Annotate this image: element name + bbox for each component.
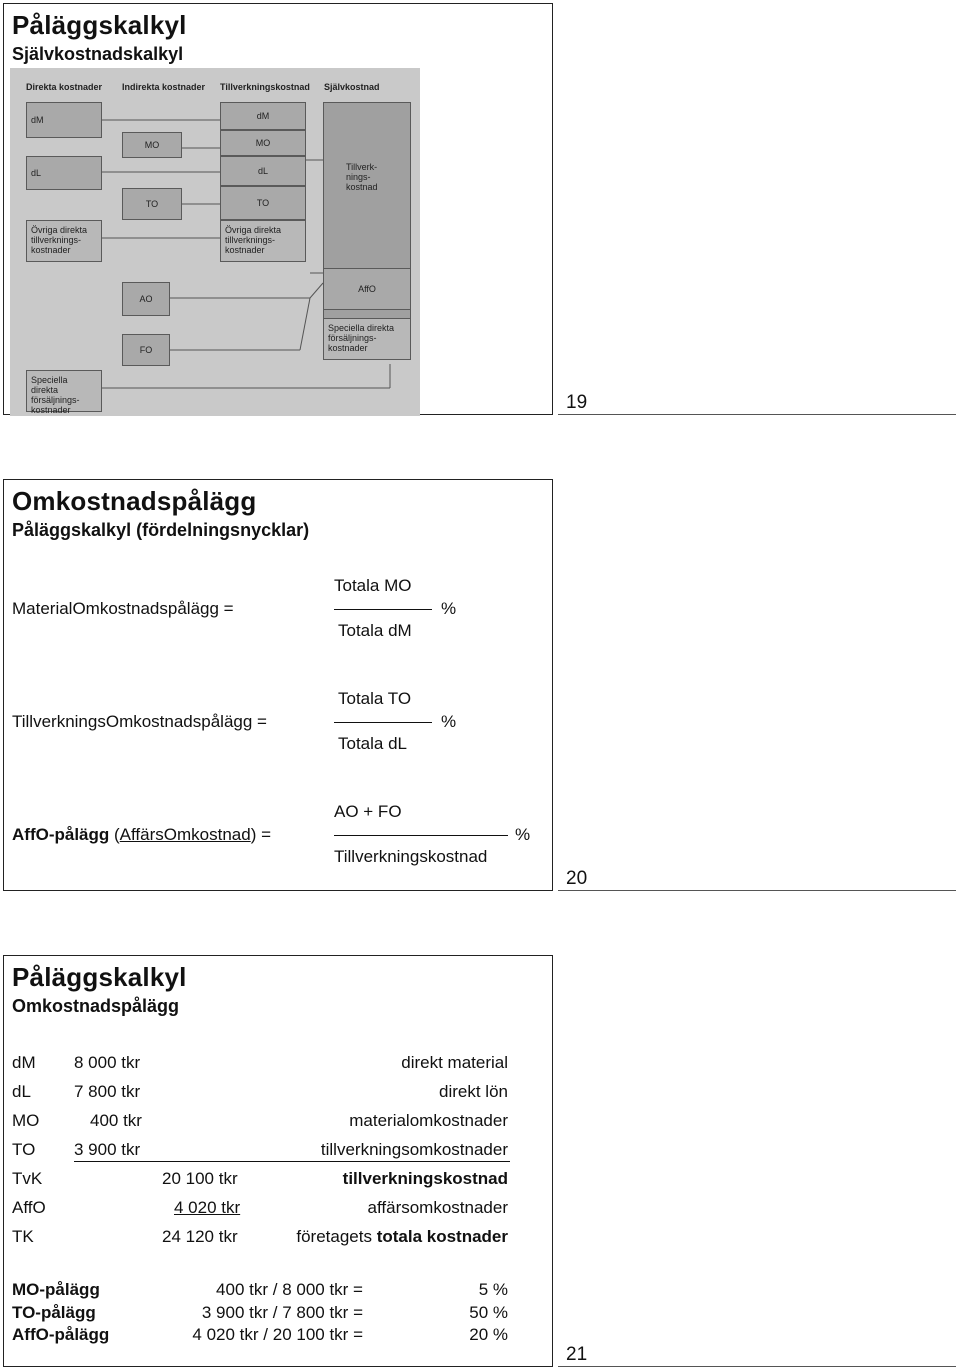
row-dl-amount: 7 800 tkr: [74, 1082, 141, 1101]
box-tk-dl: dL: [220, 156, 306, 186]
row-tk-desc: [296, 1227, 508, 1247]
row-dl-desc: direkt lön: [439, 1082, 508, 1101]
box-sk-affo: AffO: [323, 268, 411, 310]
label-sk-tillverkning: Tillverk-nings-kostnad: [346, 162, 378, 192]
slide-20-subtitle: Påläggskalkyl (fördelningsnycklar): [12, 520, 310, 540]
box-direct-dl: dL: [26, 156, 102, 190]
box-tk-dm: dM: [220, 102, 306, 130]
slide-21: [3, 955, 553, 1367]
slide-19: [3, 3, 553, 415]
box-sk-sales: Speciella direkta försäljnings-kostnader: [323, 318, 411, 360]
rate-to-calc: 3 900 tkr / 7 800 tkr =: [201, 1303, 363, 1322]
box-direct-dm: dM: [26, 102, 102, 138]
cost-diagram: [10, 68, 420, 416]
formula-affo-label-bold: AffO-pålägg: [12, 825, 110, 844]
row-affo-amount: 4 020 tkr: [174, 1198, 241, 1217]
formula-affo-unit: %: [515, 825, 531, 844]
box-direct-other: Övriga direkta tillverknings-kostnader: [26, 220, 102, 262]
slide-21-subtitle: Omkostnadspålägg: [12, 996, 180, 1016]
box-tk-to: TO: [220, 186, 306, 220]
rate-to-name: TO-pålägg: [12, 1303, 96, 1322]
row-dl-code: dL: [12, 1082, 31, 1101]
formula-material-fraction-line: [334, 609, 432, 610]
row-dm-code: dM: [12, 1053, 36, 1072]
row-affo-code: AffO: [12, 1198, 46, 1217]
box-indirect-mo: MO: [122, 132, 182, 158]
formula-affo-label: [12, 825, 271, 845]
page-number-19: 19: [558, 392, 956, 415]
slide-20: [3, 479, 553, 891]
row-tk-amount: 24 120 tkr: [162, 1227, 238, 1246]
row-mo-desc: materialomkostnader: [349, 1111, 508, 1130]
formula-tillverkning-label: TillverkningsOmkostnadspålägg =: [12, 712, 267, 731]
formula-affo-fraction-line: [334, 835, 508, 836]
row-tk-desc-bold: totala kostnader: [376, 1227, 508, 1246]
formula-affo-label-pre: (: [109, 825, 120, 844]
formula-material-numerator: Totala MO: [334, 576, 412, 595]
slide-19-subtitle: Självkostnadskalkyl: [12, 44, 184, 64]
header-sjalvkostnad: Självkostnad: [324, 82, 380, 92]
box-direct-sales: Speciella direkta försäljnings-kostnader: [26, 370, 102, 412]
rate-mo-calc: 400 tkr / 8 000 tkr =: [216, 1280, 363, 1299]
row-tvk-code: TvK: [12, 1169, 43, 1188]
row-to-code: TO: [12, 1140, 36, 1159]
header-indirekta-kostnader: Indirekta kostnader: [122, 82, 206, 92]
box-indirect-fo: FO: [122, 334, 170, 366]
formula-affo-label-post: ) =: [250, 825, 272, 844]
subtotal-underline-1: [74, 1161, 510, 1162]
slide-21-title: Påläggskalkyl: [12, 962, 187, 992]
row-to-desc: tillverkningsomkostnader: [320, 1140, 508, 1159]
formula-tillverkning-numerator: Totala TO: [338, 689, 412, 708]
row-dm-desc: direkt material: [401, 1053, 508, 1072]
row-tk-code: TK: [12, 1227, 34, 1246]
box-indirect-ao: AO: [122, 282, 170, 316]
rate-mo-name: MO-pålägg: [12, 1280, 100, 1299]
row-to-amount: 3 900 tkr: [74, 1140, 141, 1159]
formula-tillverkning-fraction-line: [334, 722, 432, 723]
rate-affo-name: AffO-pålägg: [12, 1325, 110, 1344]
rate-affo-result: 20 %: [469, 1325, 508, 1344]
formula-affo-numerator: AO + FO: [334, 802, 402, 821]
rate-to-result: 50 %: [469, 1303, 508, 1322]
row-affo-desc: affärsomkostnader: [367, 1198, 508, 1217]
formula-material-unit: %: [441, 599, 457, 618]
formula-material-label: MaterialOmkostnadspålägg =: [12, 599, 234, 618]
formula-tillverkning-denominator: Totala dL: [338, 734, 407, 753]
header-direkta-kostnader: Direkta kostnader: [26, 82, 103, 92]
page-number-20: 20: [558, 868, 956, 891]
row-tk-desc-pre: företagets: [296, 1227, 377, 1246]
rate-mo-result: 5 %: [478, 1280, 508, 1299]
formula-affo-label-underlined: AffärsOmkostnad: [119, 825, 251, 844]
row-mo-code: MO: [12, 1111, 40, 1130]
formula-affo-denominator: Tillverkningskostnad: [334, 847, 488, 866]
formula-tillverkning-unit: %: [441, 712, 457, 731]
row-mo-amount: 400 tkr: [90, 1111, 142, 1130]
slide-19-title: Påläggskalkyl: [12, 10, 187, 40]
row-dm-amount: 8 000 tkr: [74, 1053, 141, 1072]
box-tk-mo: MO: [220, 130, 306, 156]
header-tillverkningskostnad: Tillverkningskostnad: [220, 82, 310, 92]
formula-material-denominator: Totala dM: [338, 621, 412, 640]
box-tk-other: Övriga direkta tillverknings-kostnader: [220, 220, 306, 262]
box-indirect-to: TO: [122, 188, 182, 220]
row-tvk-desc: tillverkningskostnad: [342, 1169, 508, 1188]
page-number-21: 21: [558, 1344, 956, 1367]
rate-affo-calc: 4 020 tkr / 20 100 tkr =: [192, 1325, 363, 1344]
slide-20-title: Omkostnadspålägg: [12, 486, 257, 516]
row-tvk-amount: 20 100 tkr: [162, 1169, 238, 1188]
